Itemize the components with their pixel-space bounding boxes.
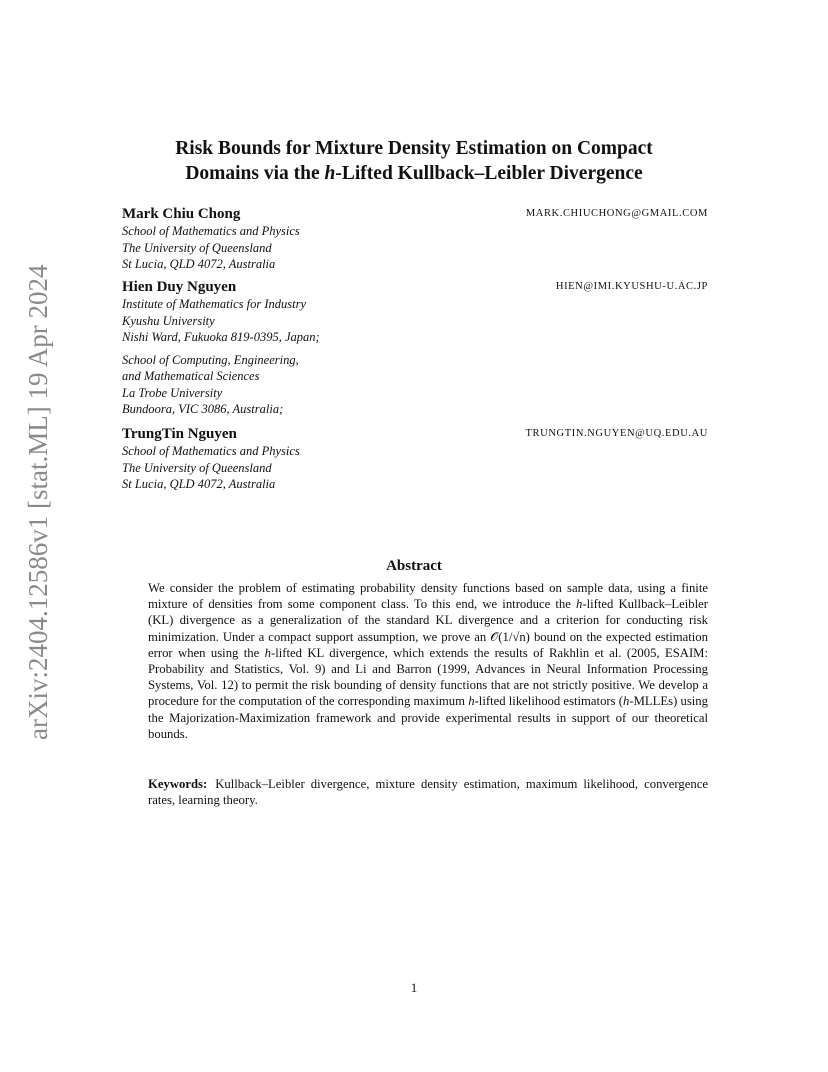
affiliation: School of Computing, Engineering, and Mathematical Sciences La Trobe University Bundoora, VIC 3086, Australia;: [122, 352, 299, 416]
paper-title: [120, 136, 708, 186]
keywords-text: Kullback–Leibler divergence, mixture density estimation, maximum likelihood, convergence rates, learning theory.: [148, 777, 708, 808]
author-name: TrungTin Nguyen: [122, 426, 237, 442]
author-email[interactable]: TRUNGTIN.NGUYEN@UQ.EDU.AU: [525, 428, 708, 439]
affiliation: School of Mathematics and Physics The University of Queensland St Lucia, QLD 4072, Australia: [122, 224, 300, 271]
title-line-2: Domains via the h-Lifted Kullback–Leibler Divergence: [185, 163, 643, 184]
author-block-3: [122, 425, 708, 493]
author-block-2: [122, 278, 708, 418]
title-line-1: Risk Bounds for Mixture Density Estimation on Compact: [175, 138, 653, 159]
abstract-heading: Abstract: [386, 558, 442, 574]
arxiv-side-stamp: arXiv:2404.12586v1 [stat.ML] 19 Apr 2024: [23, 264, 53, 740]
page-number: 1: [410, 980, 418, 995]
abstract-text: We consider the problem of estimating probability density functions based on sample data, using a finite mixture of densities from some component class. To this end, we introduce the h-lifted Kullback–Leibler (KL) divergence as a generalization of the standard KL divergence and a criterion for conducting risk minimization. Under a compact support assumption, we prove an 𝒪(1/√n) bound on the expected estimation error when using the h-lifted KL divergence, which extends the results of Rakhlin et al. (2005, ESAIM: Probability and Statistics, Vol. 9) and Li and Barron (1999, Advances in Neural Information Processing Systems, Vol. 12) to permit the risk bounding of density functions that are not strictly positive. We develop a procedure for the computation of the corresponding maximum h-lifted likelihood estimators (h-MLLEs) using the Majorization-Maximization framework and provide experimental results in support of our theoretical bounds.: [148, 581, 709, 741]
big-o-bound: 𝒪(1/√n): [490, 629, 530, 644]
affiliation: Institute of Mathematics for Industry Kyushu University Nishi Ward, Fukuoka 819-0395, Japan;: [122, 297, 320, 344]
author-name: Mark Chiu Chong: [122, 206, 241, 222]
keywords: [148, 776, 708, 808]
author-email[interactable]: HIEN@IMI.KYUSHU-U.AC.JP: [555, 281, 708, 292]
author-block-1: [122, 205, 708, 273]
author-name: Hien Duy Nguyen: [122, 279, 237, 295]
keywords-label: Keywords:: [148, 777, 208, 791]
author-email[interactable]: MARK.CHIUCHONG@GMAIL.COM: [525, 208, 708, 219]
affiliation: School of Mathematics and Physics The University of Queensland St Lucia, QLD 4072, Australia: [122, 444, 300, 491]
